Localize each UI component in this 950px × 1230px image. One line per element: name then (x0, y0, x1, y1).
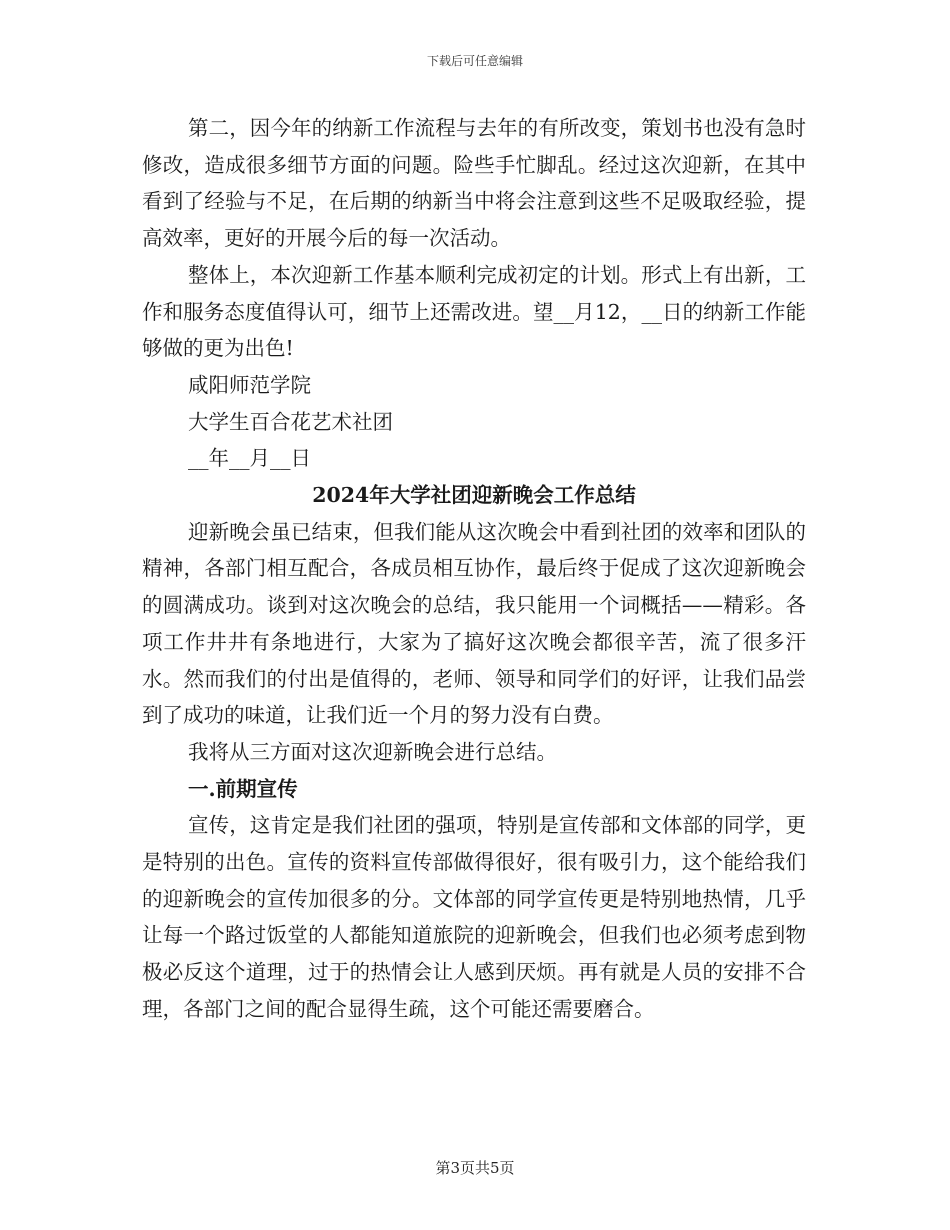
section-title: 2024年大学社团迎新晚会工作总结 (312, 483, 636, 508)
document-body (142, 110, 806, 1028)
heading-publicity: 一.前期宣传 (188, 776, 298, 801)
paragraph-intro: 迎新晚会虽已结束，但我们能从这次晚会中看到社团的效率和团队的精神，各部门相互配合，各成员相互协作，最后终于促成了这次迎新晚会的圆满成功。谈到对这次晚会的总结，我只能用一个词概括——精彩。各项工作井井有条地进行，大家为了搞好这次晚会都很辛苦，流了很多汗水。然而我们的付出是值得的，老师、领导和同学们的好评，让我们品尝到了成功的味道，让我们近一个月的努力没有白费。 (142, 519, 806, 728)
paragraph-publicity: 宣传，这肯定是我们社团的强项，特别是宣传部和文体部的同学，更是特别的出色。宣传的资料宣传部做得很好，很有吸引力，这个能给我们的迎新晚会的宣传加很多的分。文体部的同学宣传更是特别地热情，几乎让每一个路过饭堂的人都能知道旅院的迎新晚会，但我们也必须考虑到物极必反这个道理，过于的热情会让人感到厌烦。再有就是人员的安排不合理，各部门之间的配合显得生疏，这个可能还需要磨合。 (142, 813, 806, 1021)
page-footer: 第3页共5页 (435, 1159, 515, 1177)
paragraph-second-point: 第二，因今年的纳新工作流程与去年的有所改变，策划书也没有急时修改，造成很多细节方面的问题。险些手忙脚乱。经过这次迎新，在其中看到了经验与不足，在后期的纳新当中将会注意到这些不足吸取经验，提高效率，更好的开展今后的每一次活动。 (142, 116, 806, 251)
paragraph-overall-summary: 整体上，本次迎新工作基本顺利完成初定的计划。形式上有出新，工作和服务态度值得认可，细节上还需改进。望__月12，__日的纳新工作能够做的更为出色! (142, 262, 806, 361)
signature-school: 咸阳师范学院 (188, 372, 311, 397)
paragraph-plan: 我将从三方面对这次迎新晚会进行总结。 (188, 739, 557, 764)
signature-date: __年__月__日 (188, 446, 311, 471)
page-header: 下载后可任意编辑 (426, 54, 523, 68)
signature-club: 大学生百合花艺术社团 (188, 409, 393, 434)
